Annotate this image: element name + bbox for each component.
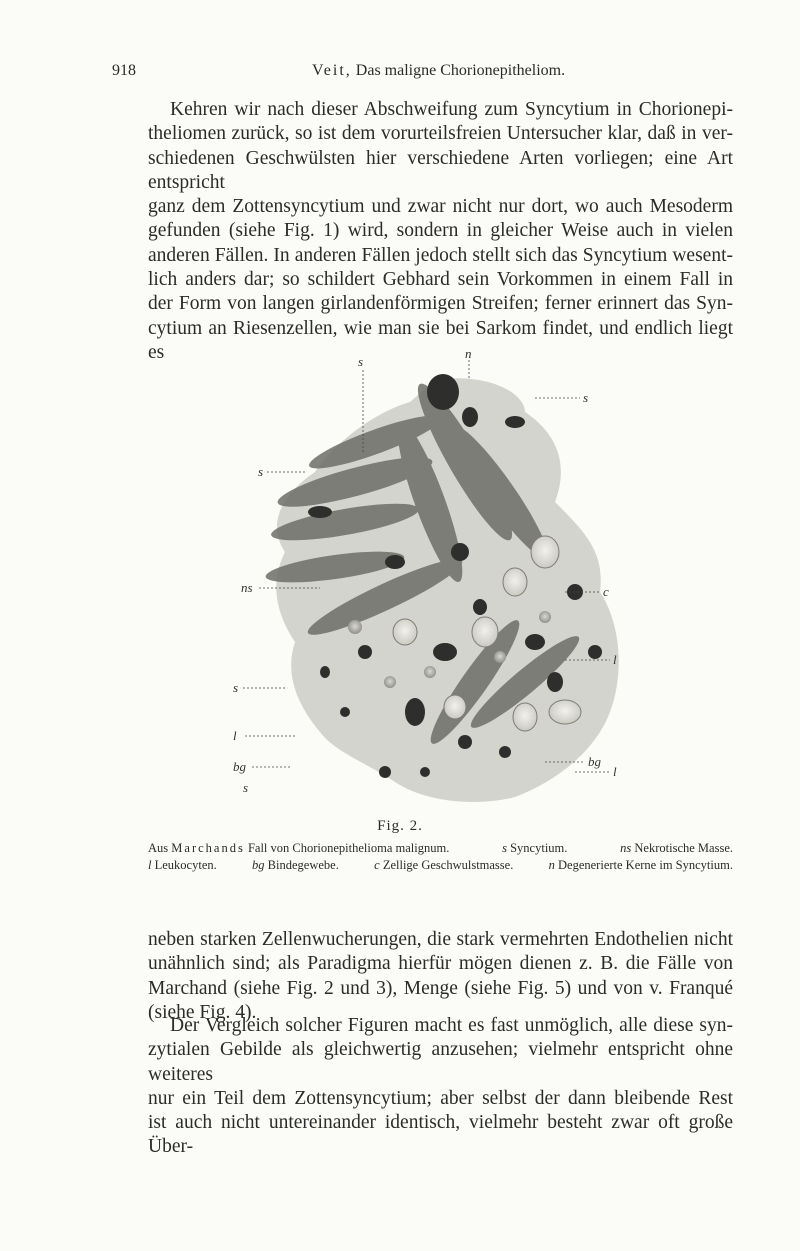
label-l-right: l [613, 652, 617, 667]
label-c: c [603, 584, 609, 599]
legend-key: ns [620, 841, 632, 855]
text-line: cytium an Riesenzellen, wie man sie bei Sarkom findet, und endlich liegt es [148, 317, 733, 363]
label-s-right: s [583, 390, 589, 405]
legend-key: c [374, 858, 380, 872]
running-title-text: Das maligne Chorionepitheliom. [355, 62, 566, 79]
text-line: Marchand (siehe Fig. 2 und 3), Menge (siehe Fig. 5) und von v. Franqué [148, 977, 733, 999]
legend-key: bg [252, 858, 265, 872]
legend-s [502, 840, 567, 857]
label-bg-left: bg [233, 759, 246, 774]
figure-legend [148, 840, 733, 874]
page-number: 918 [112, 62, 136, 79]
running-header [112, 62, 732, 88]
text-line: Der Vergleich solcher Figuren macht es fast unmöglich, alle diese syn- [170, 1015, 733, 1036]
legend-key: l [148, 858, 152, 872]
label-s-left: s [258, 464, 264, 479]
text-line: unähnlich sind; als Paradigma hierfür mögen dienen z. B. die Fälle von [148, 953, 733, 975]
legend-text: Nekrotische Masse. [634, 841, 733, 855]
legend-text: Leukocyten. [154, 858, 217, 872]
text-line: schiedenen Geschwülsten hier verschiedene Arten vorliegen; eine Art entspricht [148, 147, 733, 193]
legend-l [148, 857, 217, 874]
legend-n [549, 857, 733, 874]
legend-source [148, 840, 449, 857]
label-s-mid: s [233, 680, 239, 695]
legend-key: n [548, 858, 555, 872]
label-n: n [465, 352, 472, 361]
label-s-bottom: s [243, 780, 249, 795]
text-line: anderen Fällen. In anderen Fällen jedoch stellt sich das Syncytium wesent- [148, 244, 733, 266]
legend-ns [620, 840, 733, 857]
legend-text: Aus [148, 841, 169, 855]
legend-row-1 [148, 840, 733, 857]
paragraph-2 [148, 928, 733, 1025]
text-line: nur ein Teil dem Zottensyncytium; aber selbst der dann bleibende Rest [148, 1087, 733, 1109]
legend-text: Degenerierte Kerne im Syncytium. [558, 858, 733, 872]
text-line: Kehren wir nach dieser Abschweifung zum Syncytium in Chorionepi- [170, 99, 733, 120]
legend-key: s [502, 841, 507, 855]
text-line: ganz dem Zottensyncytium und zwar nicht nur dort, wo auch Mesoderm [148, 196, 733, 218]
figure-caption: Fig. 2. [377, 818, 423, 834]
legend-c [374, 857, 513, 874]
legend-author: Marchands [171, 841, 245, 855]
histology-illustration [225, 352, 645, 812]
legend-text: Zellige Geschwulstmasse. [382, 858, 514, 872]
legend-text: Syncytium. [510, 841, 568, 855]
text-line: gefunden (siehe Fig. 1) wird, sondern in gleicher Weise auch in vielen [148, 220, 733, 242]
label-ns: ns [241, 580, 253, 595]
text-line: theliomen zurück, so ist dem vorurteilsfreien Untersucher klar, daß in ver- [148, 123, 733, 145]
legend-text: Bindegewebe. [267, 858, 339, 872]
legend-row-2 [148, 857, 733, 874]
text-line: lich anders dar; so schildert Gebhard sein Vorkommen in einem Fall in [148, 269, 733, 291]
histology-figure [225, 352, 645, 812]
paragraph-3 [148, 1014, 733, 1160]
legend-bg [252, 857, 339, 874]
legend-text: Fall von Chorionepithelioma malignum. [247, 841, 450, 855]
text-line: der Form von langen girlandenförmigen Streifen; ferner erinnert das Syn- [148, 293, 733, 315]
text-line: neben starken Zellenwucherungen, die stark vermehrten Endothelien nicht [148, 929, 733, 950]
text-line: zytialen Gebilde als gleichwertig anzusehen; vielmehr entspricht ohne weiteres [148, 1039, 733, 1085]
running-author: Veit, [312, 62, 352, 79]
running-title [312, 62, 565, 80]
paragraph-1 [148, 98, 733, 365]
text-line: ist auch nicht untereinander identisch, vielmehr besteht zwar oft große Über- [148, 1112, 733, 1158]
text-line: (siehe Fig. 4). [148, 1001, 257, 1023]
label-l-left: l [233, 728, 237, 743]
label-bg-right: bg [588, 754, 601, 769]
label-s-top: s [358, 354, 364, 369]
label-l-bottom: l [613, 764, 617, 779]
